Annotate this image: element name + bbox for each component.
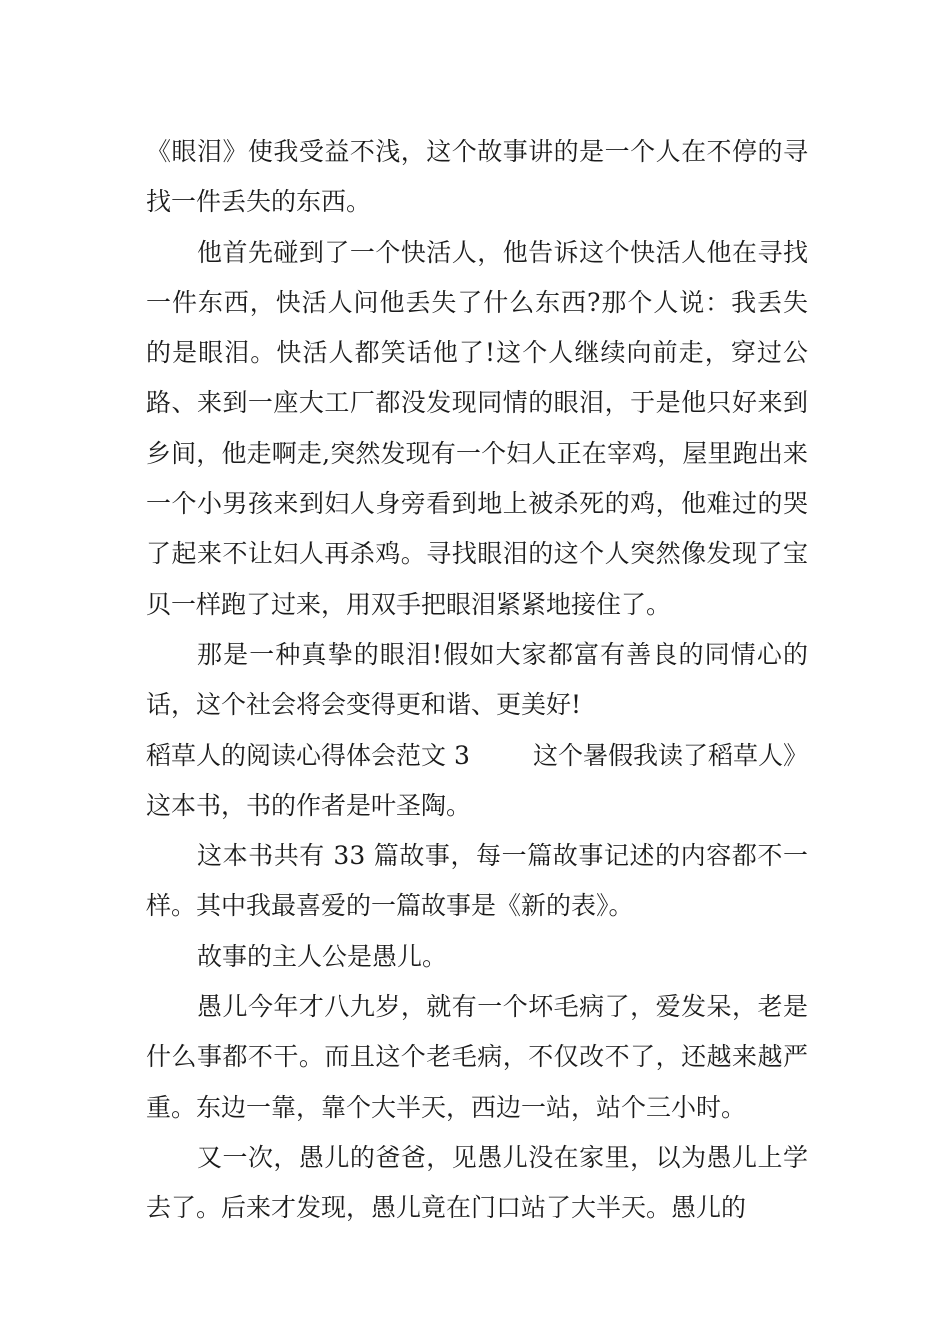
section-heading-line	[146, 731, 808, 781]
paragraph-3: 那是一种真挚的眼泪!假如大家都富有善良的同情心的话，这个社会将会变得更和谐、更美好!	[146, 639, 808, 720]
paragraph-8: 又一次，愚儿的爸爸，见愚儿没在家里，以为愚儿上学去了。后来才发现，愚儿竟在门口站了大半天。愚儿的	[146, 1142, 808, 1223]
paragraph-1: 《眼泪》使我受益不浅，这个故事讲的是一个人在不停的寻找一件丢失的东西。	[146, 137, 808, 217]
paragraph-2: 他首先碰到了一个快活人，他告诉这个快活人他在寻找一件东西，快活人问他丢失了什么东西?那个人说：我丢失的是眼泪。快活人都笑话他了!这个人继续向前走，穿过公路、来到一座大工厂都没发现同情的眼泪，于是他只好来到乡间，他走啊走,突然发现有一个妇人正在宰鸡，屋里跑出来一个小男孩来到妇人身旁看到地上被杀死的鸡，他难过的哭了起来不让妇人再杀鸡。寻找眼泪的这个人突然像发现了宝贝一样跑了过来，用双手把眼泪紧紧地接住了。	[146, 237, 808, 619]
section-heading-title: 稻草人的阅读心得体会范文 3	[146, 740, 470, 770]
document-body	[146, 127, 808, 1234]
paragraph-5: 这本书共有 33 篇故事，每一篇故事记述的内容都不一样。其中我最喜爱的一篇故事是《新的表》。	[146, 841, 808, 921]
section-heading-tail: 这个暑假我读了稻草人》	[532, 740, 808, 770]
paragraph-7: 愚儿今年才八九岁，就有一个坏毛病了，爱发呆，老是什么事都不干。而且这个老毛病，不仅改不了，还越来越严重。东边一靠，靠个大半天，西边一站，站个三小时。	[146, 992, 808, 1122]
paragraph-6: 故事的主人公是愚儿。	[197, 941, 448, 971]
paragraph-4: 这本书，书的作者是叶圣陶。	[146, 790, 472, 820]
